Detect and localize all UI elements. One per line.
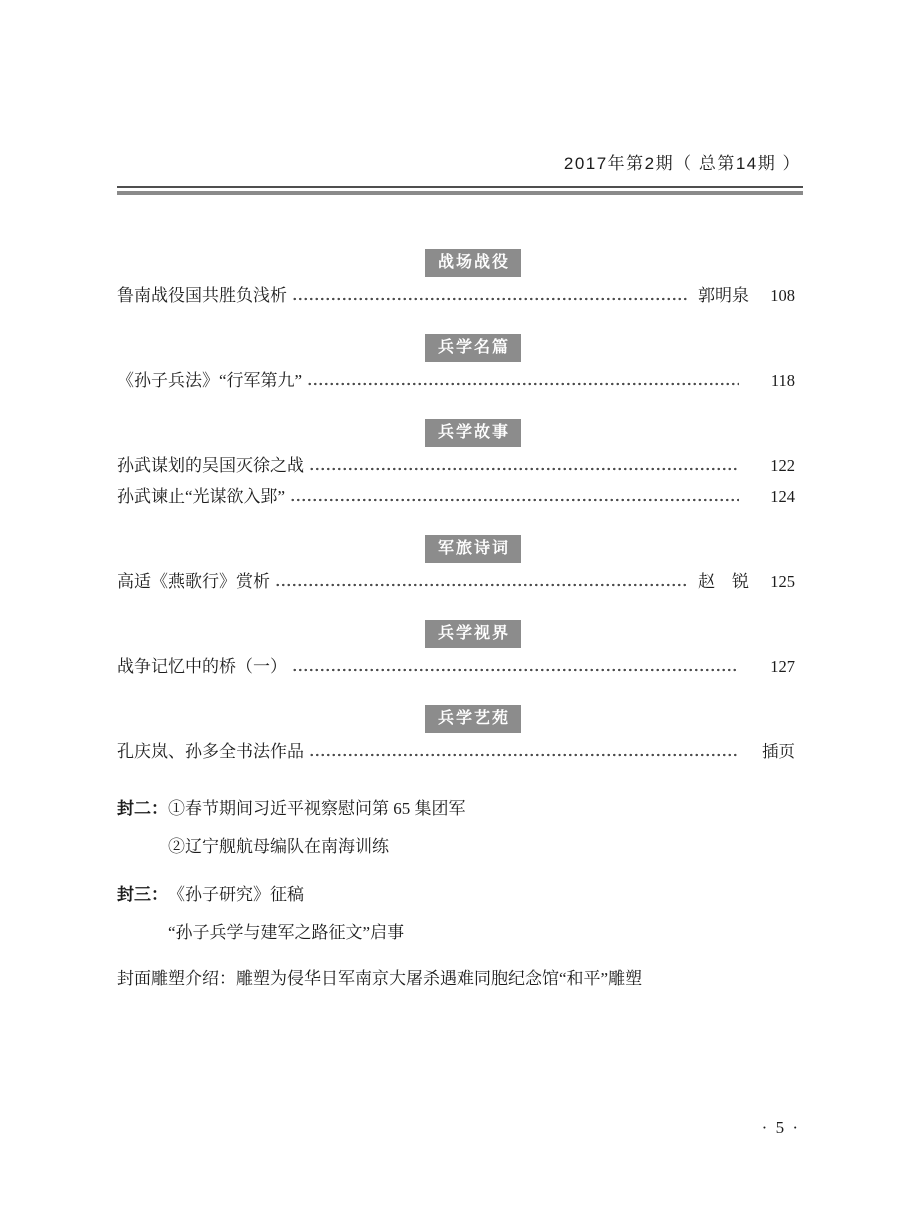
- toc-entry: [117, 370, 803, 391]
- section-head: [117, 249, 803, 277]
- note-lines: [168, 876, 404, 952]
- toc-rows: [117, 741, 803, 762]
- dot-leader: [292, 668, 739, 672]
- toc-entry-title: 鲁南战役国共胜负浅析: [117, 286, 287, 305]
- toc-section-art: [117, 705, 803, 762]
- toc-entry-page: 124: [770, 487, 795, 506]
- section-head: [117, 419, 803, 447]
- issue-line: 2017年第2期（ 总第14期 ）: [563, 154, 801, 173]
- section-badge: 兵学艺苑: [425, 705, 521, 733]
- dot-leader: [275, 583, 688, 587]
- toc-entry-author: 郭明泉: [698, 286, 749, 305]
- toc-rows: [117, 656, 803, 677]
- section-head: [117, 620, 803, 648]
- toc-entry: [117, 455, 803, 476]
- note-inside-back-cover: [117, 876, 803, 952]
- toc-entry-title: 孙武谋划的吴国灭徐之战: [117, 456, 304, 475]
- note-lines: [168, 790, 466, 866]
- section-badge: 兵学视界: [425, 620, 521, 648]
- toc-entry-page: 122: [770, 456, 795, 475]
- toc-rows: [117, 370, 803, 391]
- page-content: [117, 0, 803, 998]
- section-badge: 战场战役: [425, 249, 521, 277]
- cover-note-label: 封面雕塑介绍：: [117, 969, 236, 988]
- toc-entry: [117, 571, 803, 592]
- toc-section-classics: [117, 334, 803, 391]
- toc-section-stories: [117, 419, 803, 507]
- toc-entry-page: 127: [770, 657, 795, 676]
- note-label: 封三：: [117, 885, 168, 904]
- toc-rows: [117, 571, 803, 592]
- note-line: ②辽宁舰航母编队在南海训练: [168, 837, 389, 856]
- toc-section-battlefield: [117, 249, 803, 306]
- header-rule-thick: [117, 191, 803, 195]
- section-badge: 军旅诗词: [425, 535, 521, 563]
- toc-entry-title: 《孙子兵法》“行军第九”: [117, 371, 303, 390]
- toc-entry-page: 125: [770, 572, 795, 591]
- toc-entry-title: 孔庆岚、孙多全书法作品: [117, 742, 304, 761]
- note-label: 封二：: [117, 799, 168, 818]
- section-badge: 兵学故事: [425, 419, 521, 447]
- dot-leader: [307, 382, 739, 386]
- note-line: ①春节期间习近平视察慰问第 65 集团军: [168, 799, 466, 818]
- note-line: 《孙子研究》征稿: [168, 885, 304, 904]
- dot-leader: [290, 498, 739, 502]
- section-badge: 兵学名篇: [425, 334, 521, 362]
- toc-entry-author: 赵 锐: [698, 572, 749, 591]
- toc-entry-page: 插页: [762, 742, 795, 761]
- toc-entry: [117, 656, 803, 677]
- section-head: [117, 705, 803, 733]
- toc-entry-title: 高适《燕歌行》赏析: [117, 572, 270, 591]
- section-head: [117, 334, 803, 362]
- toc-entry: [117, 285, 803, 306]
- section-head: [117, 535, 803, 563]
- header-rule-thin: [117, 186, 803, 188]
- toc-entry-page: 118: [770, 371, 795, 390]
- dot-leader: [292, 297, 688, 301]
- dot-leader: [309, 467, 739, 471]
- toc-section-vision: [117, 620, 803, 677]
- toc-entry: [117, 486, 803, 507]
- cover-note-text: 雕塑为侵华日军南京大屠杀遇难同胞纪念馆“和平”雕塑: [236, 969, 643, 988]
- page-number: · 5 ·: [761, 1118, 800, 1137]
- toc-section-poetry: [117, 535, 803, 592]
- toc-entry-page: 108: [770, 286, 795, 305]
- toc-rows: [117, 285, 803, 306]
- note-line: “孙子兵学与建军之路征文”启事: [168, 923, 405, 942]
- toc-entry-title: 战争记忆中的桥（一）: [117, 657, 287, 676]
- toc-rows: [117, 455, 803, 507]
- note-inside-front-cover: [117, 790, 803, 866]
- notes-block: [117, 790, 803, 998]
- toc-entry: [117, 741, 803, 762]
- toc-entry-title: 孙武谏止“光谋欲入郢”: [117, 487, 286, 506]
- dot-leader: [309, 753, 739, 757]
- cover-sculpture-note: [117, 960, 803, 998]
